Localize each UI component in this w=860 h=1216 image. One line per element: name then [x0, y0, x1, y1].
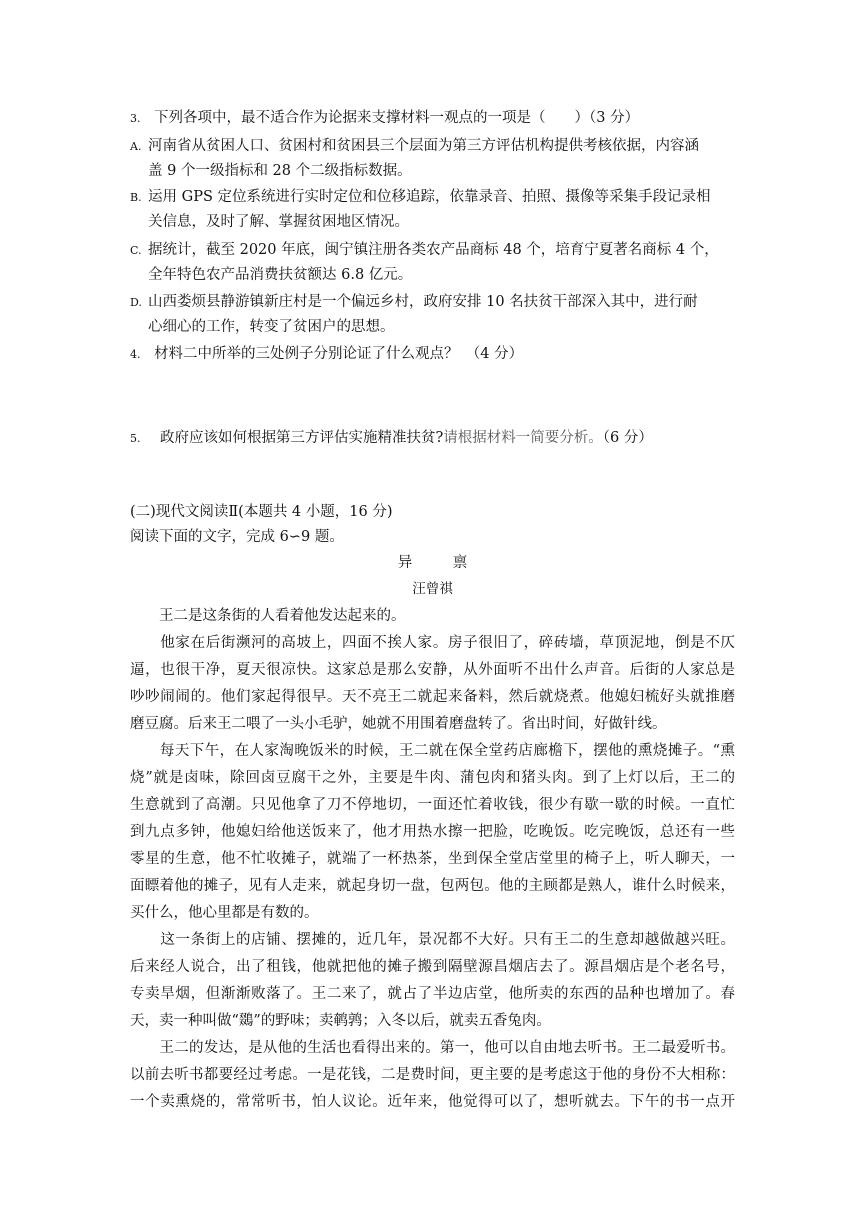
option-text: 据统计，截至 2020 年底，闽宁镇注册各类农产品商标 48 个，培育宁夏著名商标 4 个， [148, 242, 719, 258]
option-a-line-1 [130, 136, 735, 157]
option-d-line-1 [130, 292, 735, 313]
option-label: B. [130, 191, 142, 204]
question-4 [130, 344, 735, 365]
essay-author: 汪曾祺 [412, 581, 453, 597]
essay-title: 异 禀 [397, 555, 486, 571]
option-text: 山西娄烦县静游镇新庄村是一个偏远乡村，政府安排 10 名扶贫干部深入其中，进行耐 [148, 294, 698, 310]
section-heading: (二)现代文阅读Ⅱ(本题共 4 小题，16 分) [130, 504, 393, 520]
question-5 [130, 428, 735, 449]
option-c-line-2: 全年特色农产品消费扶贫额达 6.8 亿元。 [148, 267, 413, 283]
essay-line: 生意就到了高潮。只见他拿了刀不停地切，一面还忙着收钱，很少有歇一歇的时候。一直忙 [130, 797, 735, 813]
essay-line: 零星的生意，他不忙收摊子，就端了一杯热茶，坐到保全堂店堂里的椅子上，听人聊天，一 [130, 851, 735, 867]
essay-line: 天，卖一种叫做“鵽”的野味；卖鹌鹑；入冬以后，就卖五香兔肉。 [130, 1013, 551, 1029]
essay-line: 买什么，他心里都是有数的。 [130, 905, 319, 921]
question-number: 5. [130, 432, 141, 445]
question-text-highlight: 请根据材料一简要分析。 [443, 430, 603, 446]
essay-line: 以前去听书都要经过考虑。一是花钱，二是费时间，更主要的是考虑这于他的身份不大相称： [130, 1067, 735, 1083]
essay-line: 专卖旱烟，但渐渐败落了。王二来了，就占了半边店堂，他所卖的东西的品种也增加了。春 [130, 986, 735, 1002]
option-text: 河南省从贫困人口、贫困村和贫困县三个层面为第三方评估机构提供考核依据，内容涵 [148, 138, 699, 154]
essay-line: 吵吵闹闹的。他们家起得很早。天不亮王二就起来备料，然后就烧煮。他媳妇梳好头就推磨 [130, 689, 735, 705]
option-label: C. [130, 244, 142, 257]
option-label: A. [130, 140, 142, 153]
section-instruction: 阅读下面的文字，完成 6∽9 题。 [130, 529, 344, 545]
option-c-line-1 [130, 240, 735, 261]
option-label: D. [130, 296, 142, 309]
essay-line: 他家在后街濒河的高坡上，四面不挨人家。房子很旧了，碎砖墙，草顶泥地，倒是不仄 [130, 635, 735, 651]
essay-line: 王二的发达，是从他的生活也看得出来的。第一，他可以自由地去听书。王二最爱听书。 [130, 1040, 735, 1056]
essay-line: 磨豆腐。后来王二喂了一头小毛驴，她就不用围着磨盘转了。省出时间，好做针线。 [130, 716, 667, 732]
essay-line: 烧”就是卤味，除回卤豆腐干之外，主要是牛肉、蒲包肉和猪头肉。到了上灯以后，王二的 [130, 770, 735, 786]
question-number: 3. [130, 112, 141, 125]
essay-line: 面瞟着他的摊子，见有人走来，就起身切一盘，包两包。他的主顾都是熟人，谁什么时候来， [130, 878, 735, 894]
essay-line: 这一条街上的店铺、摆摊的，近几年，景况都不大好。只有王二的生意却越做越兴旺。 [130, 932, 735, 948]
question-text: 材料二中所举的三处例子分别论证了什么观点？ （4 分） [154, 346, 524, 362]
question-text: 政府应该如何根据第三方评估实施精准扶贫? [160, 430, 444, 446]
question-number: 4. [130, 348, 141, 361]
option-b-line-2: 关信息，及时了解、掌握贫困地区情况。 [148, 214, 409, 230]
option-b-line-1 [130, 187, 735, 208]
essay-line: 到九点多钟，他媳妇给他送饭来了，他才用热水擦一把脸，吃晚饭。吃完晚饭，总还有一些 [130, 824, 735, 840]
essay-line: 王二是这条街的人看着他发达起来的。 [130, 608, 406, 624]
question-3 [130, 108, 735, 129]
essay-line: 一个卖熏烧的，常常听书，怕人议论。近年来，他觉得可以了，想听就去。下午的书一点开 [130, 1094, 735, 1110]
option-a-line-2: 盖 9 个一级指标和 28 个二级指标数据。 [148, 163, 412, 179]
essay-line: 逼，也很干净，夏天很凉快。这家总是那么安静，从外面听不出什么声音。后街的人家总是 [130, 662, 735, 678]
option-d-line-2: 心细心的工作，转变了贫困户的思想。 [148, 319, 395, 335]
essay-line: 后来经人说合，出了租钱，他就把他的摊子搬到隔壁源昌烟店去了。源昌烟店是个老名号， [130, 959, 735, 975]
essay-line: 每天下午，在人家淘晚饭米的时候，王二就在保全堂药店廊檐下，摆他的熏烧摊子。“熏 [130, 743, 735, 759]
question-score: （6 分） [602, 430, 653, 446]
question-text: 下列各项中，最不适合作为论据来支撑材料一观点的一项是（ ）（3 分） [154, 110, 640, 126]
option-text: 运用 GPS 定位系统进行实时定位和位移追踪，依靠录音、拍照、摄像等采集手段记录相 [148, 189, 711, 205]
